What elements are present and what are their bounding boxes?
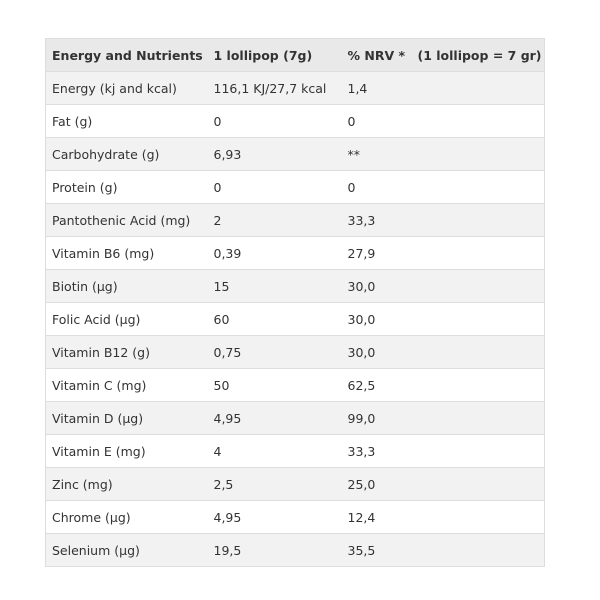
cell-amount: 0,75	[208, 336, 342, 369]
cell-extra	[412, 72, 545, 105]
table-row	[46, 270, 545, 303]
cell-nutrient: Fat (g)	[46, 105, 208, 138]
table-row	[46, 501, 545, 534]
cell-nutrient: Protein (g)	[46, 171, 208, 204]
cell-nrv: 0	[342, 105, 412, 138]
cell-nutrient: Vitamin D (µg)	[46, 402, 208, 435]
cell-nutrient: Pantothenic Acid (mg)	[46, 204, 208, 237]
cell-nutrient: Energy (kj and kcal)	[46, 72, 208, 105]
cell-nrv: 30,0	[342, 270, 412, 303]
cell-nutrient: Carbohydrate (g)	[46, 138, 208, 171]
cell-nutrient: Biotin (µg)	[46, 270, 208, 303]
cell-nrv: 0	[342, 171, 412, 204]
table-row	[46, 105, 545, 138]
cell-nutrient: Selenium (µg)	[46, 534, 208, 567]
cell-nutrient: Folic Acid (µg)	[46, 303, 208, 336]
header-serving-note: (1 lollipop = 7 gr)	[412, 39, 545, 72]
cell-amount: 15	[208, 270, 342, 303]
table-row	[46, 534, 545, 567]
cell-extra	[412, 501, 545, 534]
cell-amount: 2	[208, 204, 342, 237]
cell-amount: 4,95	[208, 402, 342, 435]
cell-amount: 19,5	[208, 534, 342, 567]
cell-extra	[412, 534, 545, 567]
header-per-lollipop: 1 lollipop (7g)	[208, 39, 342, 72]
cell-extra	[412, 468, 545, 501]
cell-nutrient: Vitamin E (mg)	[46, 435, 208, 468]
table-header	[46, 39, 545, 72]
table-row	[46, 336, 545, 369]
cell-extra	[412, 336, 545, 369]
table-row	[46, 369, 545, 402]
cell-extra	[412, 369, 545, 402]
cell-nrv: 33,3	[342, 204, 412, 237]
cell-amount: 116,1 KJ/27,7 kcal	[208, 72, 342, 105]
header-nrv: % NRV *	[342, 39, 412, 72]
cell-amount: 0	[208, 105, 342, 138]
cell-extra	[412, 204, 545, 237]
cell-nrv: 27,9	[342, 237, 412, 270]
cell-nutrient: Chrome (µg)	[46, 501, 208, 534]
cell-amount: 4,95	[208, 501, 342, 534]
cell-extra	[412, 237, 545, 270]
cell-nrv: **	[342, 138, 412, 171]
cell-nrv: 99,0	[342, 402, 412, 435]
cell-amount: 2,5	[208, 468, 342, 501]
table-row	[46, 237, 545, 270]
cell-nutrient: Vitamin C (mg)	[46, 369, 208, 402]
cell-nutrient: Vitamin B12 (g)	[46, 336, 208, 369]
cell-nrv: 1,4	[342, 72, 412, 105]
cell-nrv: 12,4	[342, 501, 412, 534]
cell-extra	[412, 303, 545, 336]
nutrition-table	[45, 38, 545, 567]
cell-nrv: 62,5	[342, 369, 412, 402]
cell-nrv: 30,0	[342, 336, 412, 369]
table-row	[46, 435, 545, 468]
cell-amount: 4	[208, 435, 342, 468]
table-row	[46, 138, 545, 171]
cell-nrv: 30,0	[342, 303, 412, 336]
cell-nrv: 35,5	[342, 534, 412, 567]
table-row	[46, 303, 545, 336]
table-row	[46, 171, 545, 204]
table-row	[46, 468, 545, 501]
table-body	[46, 72, 545, 567]
cell-nrv: 25,0	[342, 468, 412, 501]
cell-extra	[412, 171, 545, 204]
header-row	[46, 39, 545, 72]
cell-amount: 50	[208, 369, 342, 402]
table-row	[46, 72, 545, 105]
cell-extra	[412, 138, 545, 171]
cell-nutrient: Vitamin B6 (mg)	[46, 237, 208, 270]
cell-extra	[412, 435, 545, 468]
cell-amount: 0	[208, 171, 342, 204]
cell-nrv: 33,3	[342, 435, 412, 468]
nutrition-table-container	[45, 38, 544, 567]
cell-nutrient: Zinc (mg)	[46, 468, 208, 501]
header-nutrients: Energy and Nutrients	[46, 39, 208, 72]
cell-extra	[412, 402, 545, 435]
cell-extra	[412, 105, 545, 138]
cell-extra	[412, 270, 545, 303]
table-row	[46, 402, 545, 435]
table-row	[46, 204, 545, 237]
cell-amount: 60	[208, 303, 342, 336]
cell-amount: 6,93	[208, 138, 342, 171]
cell-amount: 0,39	[208, 237, 342, 270]
